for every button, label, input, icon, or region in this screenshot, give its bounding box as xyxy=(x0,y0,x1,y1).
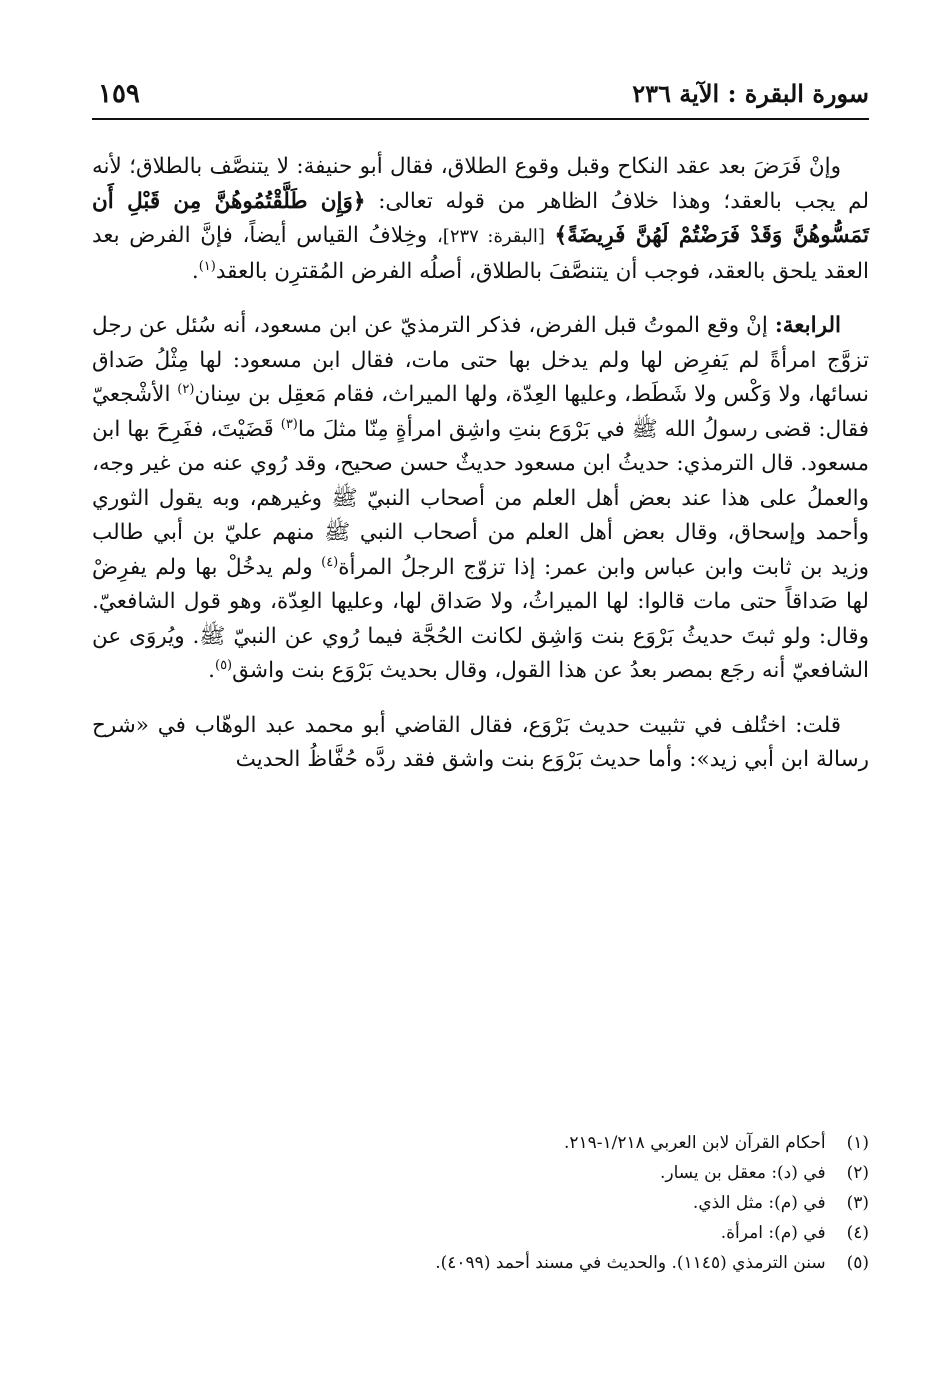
paragraph-1-end: . xyxy=(191,258,199,284)
paragraph-1-text-a: وإنْ فَرَضَ بعد عقد النكاح وقبل وقوع الطلاق، فقال أبو حنيفة: لا يتنصَّف بالطلاق؛ لأنه لم يجب بالعقد؛ وهذا خلافُ الظاهر من قوله تعالى: xyxy=(92,154,869,214)
footnote-text: أحكام القرآن لابن العربي ١/٢١٨-٢١٩. xyxy=(563,1133,826,1153)
footnote-ref-4[interactable]: (٤) xyxy=(321,554,339,570)
footnote-number: (٥) xyxy=(846,1253,869,1273)
footnote-text: في (د): معقل بن يسار. xyxy=(659,1163,826,1183)
paragraph-1-text-b: وخِلافُ القياس أيضاً، فإنَّ الفرض بعد العقد يلحق بالعقد، فوجب أن يتنصَّفَ بالطلاق، أصلُه الفرض المُقترِن بالعقد xyxy=(92,223,869,284)
section-lead: الرابعة: xyxy=(774,313,841,338)
footnote xyxy=(92,1158,869,1188)
footnote-ref-1[interactable]: (١) xyxy=(198,258,216,274)
paragraph-2-text-c: قَضَيْتَ، ففَرِحَ بها ابن مسعود. قال الترمذي: حديثُ ابن مسعود حديثٌ حسن صحيح، وقد رُوي عنه من غير وجه، والعملُ على هذا عند بعض أهل العلم من أصحاب النبيّ ﷺ وغيرهم، وبه يقول الثوري وأحمد وإسحاق، وقال بعض أهل العلم من أصحاب النبي ﷺ منهم عليّ بن أبي طالب وزيد بن ثابت وابن عباس وابن عمر: إذا تزوّج الرجلُ المرأة xyxy=(92,416,870,580)
paragraph-3-text: قلت: اختُلف في تثبيت حديث بَرْوَع، فقال القاضي أبو محمد عبد الوهّاب في «شرح رسالة ابن أبي زيد»: وأما حديث بَرْوَع بنت واشق فقد ردَّه حُفَّاظُ الحديث xyxy=(92,712,869,772)
paragraph-3 xyxy=(92,709,869,778)
footnote-ref-2[interactable]: (٢) xyxy=(177,381,195,397)
paragraph-2-text-b: الأشْجعيّ فقال: قضى رسولُ الله ﷺ في بَرْوَع بنتِ واشِق امرأةٍ مِنّا مثلَ ما xyxy=(92,382,869,442)
main-text xyxy=(92,150,869,798)
footnote-number: (٢) xyxy=(846,1163,869,1183)
verse-reference: [البقرة: ٢٣٧]، xyxy=(436,226,545,247)
footnote xyxy=(92,1128,869,1158)
footnote-number: (٣) xyxy=(846,1193,869,1213)
footnotes xyxy=(92,1128,869,1278)
footnote xyxy=(92,1248,869,1278)
footnote xyxy=(92,1218,869,1248)
footnote-number: (١) xyxy=(846,1133,869,1153)
paragraph-2-end: . xyxy=(208,658,215,683)
page-header xyxy=(92,72,869,120)
paragraph-1 xyxy=(92,150,869,289)
page-number: ١٥٩ xyxy=(98,79,140,109)
quran-verse: ﴿وَإِن طَلَّقْتُمُوهُنَّ مِن قَبْلِ أَن تَمَسُّوهُنَّ وَقَدْ فَرَضْتُمْ لَهُنَّ فَرِيضَةً﴾ xyxy=(92,188,869,248)
footnote-number: (٤) xyxy=(846,1223,869,1243)
paragraph-2-text-a: إنْ وقع الموتُ قبل الفرض، فذكر الترمذيّ عن ابن مسعود، أنه سُئل عن رجل تزوَّج امرأةً لم يَفرِض لها ولم يدخل بها حتى مات، فقال ابن مسعود: لها مِثْلُ صَداق نسائها، ولا وَكْس ولا شَطَط، وعليها العِدّة، ولها الميراث، فقام مَعقِل بن سِنان xyxy=(92,313,869,407)
footnote xyxy=(92,1188,869,1218)
footnote-ref-5[interactable]: (٥) xyxy=(214,657,233,673)
footnote-text: في (م): مثل الذي. xyxy=(692,1193,826,1213)
footnote-text: في (م): امرأة. xyxy=(720,1223,826,1243)
paragraph-2 xyxy=(92,309,869,689)
footnote-ref-3[interactable]: (٣) xyxy=(280,416,298,432)
footnote-text: سنن الترمذي (١١٤٥). والحديث في مسند أحمد (٤٠٩٩). xyxy=(435,1253,826,1273)
running-title: سورة البقرة : الآية ٢٣٦ xyxy=(632,79,869,108)
paragraph-2-text-d: ولم يدخُلْ بها ولم يفرِضْ لها صَداقاً حتى مات قالوا: لها الميراثُ، ولا صَداق لها، وعليها العِدّة، وهو قول الشافعيّ. وقال: ولو ثبتَ حديثُ بَرْوَع بنت وَاشِق لكانت الحُجَّة فيما رُوي عن النبيّ ﷺ. ويُروَى عن الشافعيّ أنه رجَع بمصر بعدُ عن هذا القول، وقال بحديث بَرْوَع بنت واشق xyxy=(92,554,869,683)
